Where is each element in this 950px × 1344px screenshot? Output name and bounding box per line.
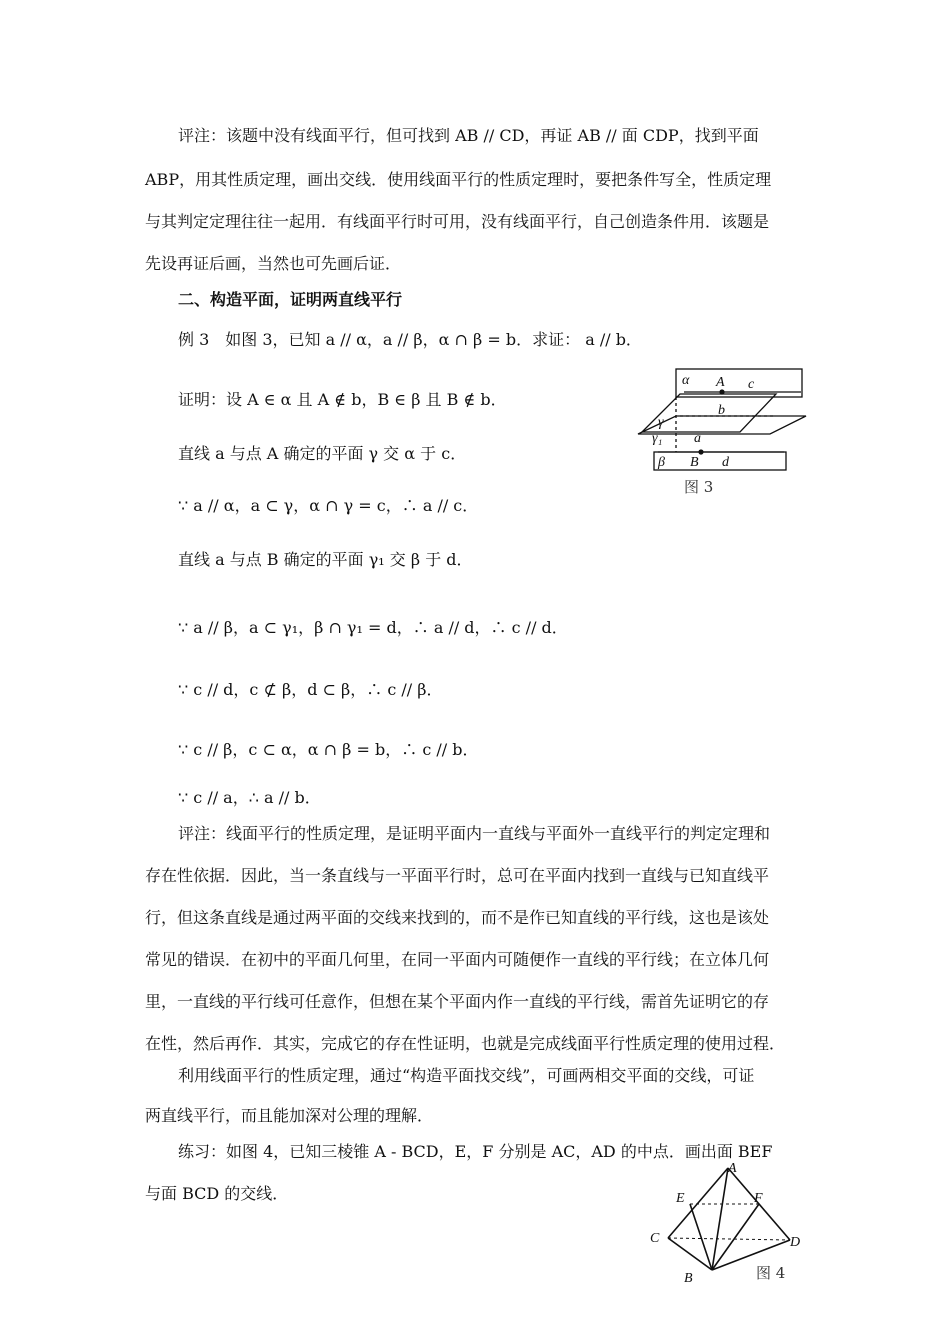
- proof-line-8: ∵ c // a，∴ a // b．: [178, 788, 321, 807]
- fig3-label-d: d: [722, 455, 729, 470]
- summary-line-2: 两直线平行，而且能加深对公理的理解．: [145, 1106, 434, 1125]
- remark-2-line-1: 评注：线面平行的性质定理，是证明平面内一直线与平面外一直线平行的判定定理和: [178, 824, 771, 843]
- fig4-label-E: E: [676, 1191, 685, 1206]
- section-heading: 二、构造平面，证明两直线平行: [178, 290, 403, 309]
- proof-line-5: ∵ a // β，a ⊂ γ₁，β ∩ γ₁ = d，∴ a // d，∴ c // d．: [178, 618, 568, 637]
- fig4-label-A: A: [728, 1161, 737, 1176]
- fig3-label-c: c: [748, 377, 755, 392]
- fig3-label-a: a: [694, 431, 701, 446]
- fig3-label-B: B: [690, 455, 699, 470]
- example-3-statement: 例 3 如图 3，已知 a // α，a // β，α ∩ β = b．求证： a // b．: [178, 330, 642, 349]
- exercise-line-2: 与面 BCD 的交线．: [145, 1184, 289, 1203]
- remark-1-line-3: 与其判定定理往往一起用．有线面平行时可用，没有线面平行，自己创造条件用．该题是: [145, 212, 770, 231]
- remark-2-line-5: 里，一直线的平行线可任意作，但想在某个平面内作一直线的平行线，需首先证明它的存: [145, 992, 770, 1011]
- proof-line-6: ∵ c // d，c ⊄ β，d ⊂ β，∴ c // β．: [178, 680, 443, 699]
- fig4-label-B: B: [684, 1271, 693, 1286]
- proof-line-4: 直线 a 与点 B 确定的平面 γ₁ 交 β 于 d．: [178, 550, 473, 569]
- remark-1-line-2: ABP，用其性质定理，画出交线．使用线面平行的性质定理时，要把条件写全，性质定理: [145, 170, 772, 189]
- proof-line-3: ∵ a // α，a ⊂ γ，α ∩ γ = c，∴ a // c．: [178, 496, 479, 515]
- exercise-line-1: 练习：如图 4，已知三棱锥 A - BCD，E，F 分别是 AC，AD 的中点．画出面 BEF: [178, 1142, 773, 1161]
- remark-2-line-6: 在性，然后再作．其实，完成它的存在性证明，也就是完成线面平行性质定理的使用过程．: [145, 1034, 786, 1053]
- remark-2-line-3: 行，但这条直线是通过两平面的交线来找到的，而不是作已知直线的平行线，这也是该处: [145, 908, 770, 927]
- proof-line-1: 证明：设 A ∈ α 且 A ∉ b，B ∈ β 且 B ∉ b．: [178, 390, 507, 409]
- fig3-label-beta: β: [658, 455, 665, 470]
- remark-1-line-1: 评注：该题中没有线面平行，但可找到 AB // CD，再证 AB // 面 CDP，找到平面: [178, 126, 759, 145]
- fig3-label-b: b: [718, 403, 725, 418]
- figure-4-caption: 图 4: [756, 1264, 786, 1282]
- figure-3-caption: 图 3: [684, 478, 714, 496]
- summary-line-1: 利用线面平行的性质定理，通过“构造平面找交线”，可画两相交平面的交线，可证: [178, 1066, 755, 1085]
- remark-2-line-4: 常见的错误．在初中的平面几何里，在同一平面内可随便作一直线的平行线；在立体几何: [145, 950, 770, 969]
- figure-3-diagram: [636, 366, 812, 498]
- remark-2-line-2: 存在性依据．因此，当一条直线与一平面平行时，总可在平面内找到一直线与已知直线平: [145, 866, 770, 885]
- fig4-label-F: F: [754, 1191, 763, 1206]
- fig3-label-gamma: γ: [658, 415, 664, 430]
- proof-line-7: ∵ c // β，c ⊂ α，α ∩ β = b，∴ c // b．: [178, 740, 479, 759]
- proof-line-2: 直线 a 与点 A 确定的平面 γ 交 α 于 c．: [178, 444, 467, 463]
- fig3-label-alpha: α: [682, 373, 690, 388]
- fig4-label-D: D: [790, 1235, 801, 1250]
- fig4-label-C: C: [650, 1231, 660, 1246]
- remark-1-line-4: 先设再证后画，当然也可先画后证．: [145, 254, 402, 273]
- fig3-label-gamma1: γ₁: [652, 431, 663, 446]
- fig3-label-A: A: [716, 375, 725, 390]
